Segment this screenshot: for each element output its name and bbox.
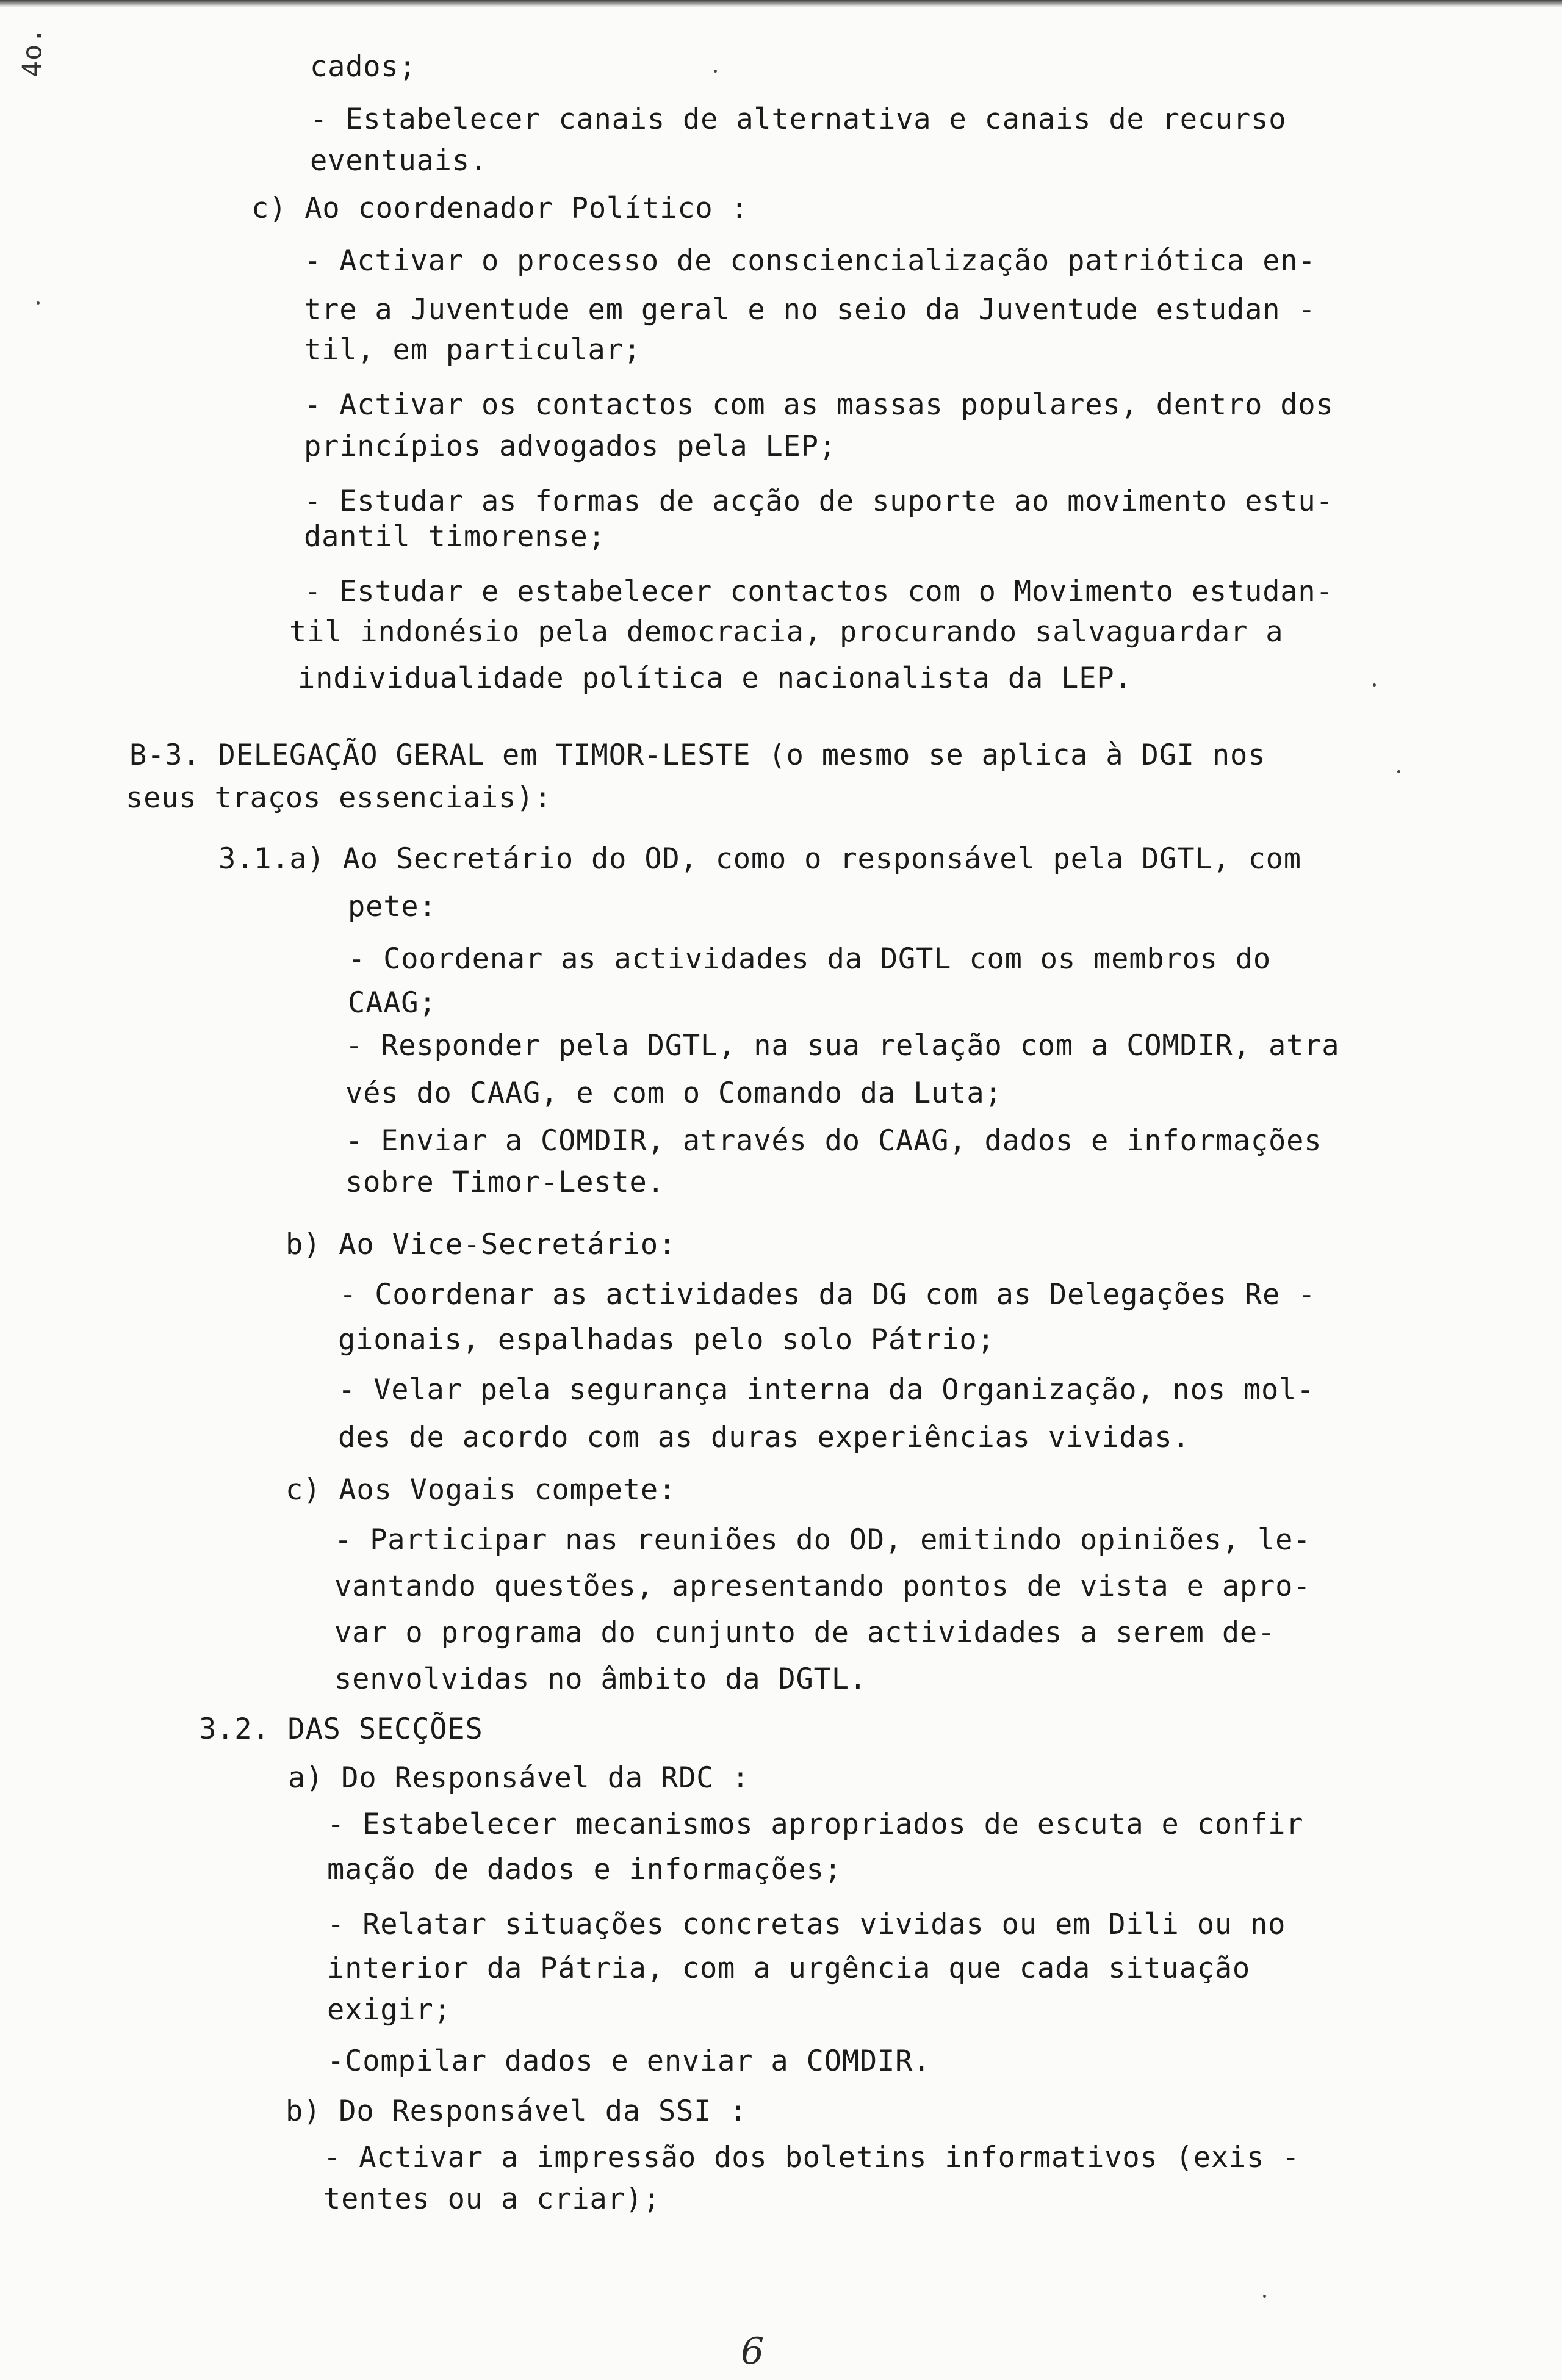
text-line-27: gionais, espalhadas pelo solo Pátrio;	[338, 1323, 995, 1357]
text-line-05: - Activar o processo de consciencialização patriótica en-	[304, 244, 1316, 278]
text-line-44: - Activar a impressão dos boletins informativos (exis -	[323, 2141, 1300, 2174]
text-line-18: pete:	[348, 890, 437, 923]
section-heading-b3: B-3. DELEGAÇÃO GERAL em TIMOR-LESTE (o mesmo se aplica à DGI nos	[129, 738, 1266, 772]
text-line-19: - Coordenar as actividades da DGTL com os membros do	[348, 942, 1272, 976]
text-line-22: vés do CAAG, e com o Comando da Luta;	[345, 1076, 1002, 1110]
text-line-13: til indonésio pela democracia, procurando salvaguardar a	[289, 615, 1284, 649]
scan-speck	[714, 70, 717, 73]
text-line-36: a) Do Responsável da RDC :	[288, 1761, 750, 1795]
text-line-38: mação de dados e informações;	[327, 1853, 842, 1886]
text-line-09: princípios advogados pela LEP;	[304, 430, 837, 463]
text-line-03: eventuais.	[310, 144, 488, 178]
text-line-08: - Activar os contactos com as massas populares, dentro dos	[304, 388, 1334, 422]
text-line-24: sobre Timor-Leste.	[345, 1166, 665, 1199]
text-line-39: - Relatar situações concretas vividas ou em Dili ou no	[327, 1908, 1286, 1941]
section-heading-3-2: 3.2. DAS SECÇÕES	[199, 1712, 483, 1746]
text-line-37: - Estabelecer mecanismos apropriados de escuta e confir	[327, 1808, 1304, 1841]
text-line-43: b) Do Responsável da SSI :	[286, 2094, 747, 2128]
scan-edge	[0, 0, 1562, 7]
scan-speck	[1373, 683, 1376, 687]
text-line-21: - Responder pela DGTL, na sua relação com a COMDIR, atra	[345, 1029, 1340, 1062]
scan-speck	[1263, 2295, 1266, 2298]
text-line-40: interior da Pátria, com a urgência que cada situação	[327, 1952, 1251, 1985]
text-line-14: individualidade política e nacionalista da LEP.	[298, 662, 1132, 695]
page-number: 6	[741, 2330, 765, 2373]
corner-note: 4o.	[16, 27, 48, 78]
text-line-23: - Enviar a COMDIR, através do CAAG, dados e informações	[345, 1124, 1322, 1158]
text-line-31: - Participar nas reuniões do OD, emitindo opiniões, le-	[334, 1523, 1311, 1557]
text-line-28: - Velar pela segurança interna da Organização, nos mol-	[338, 1373, 1315, 1407]
scan-speck	[37, 301, 40, 305]
text-line-20: CAAG;	[348, 986, 437, 1020]
text-line-33: var o programa do cunjunto de actividades a serem de-	[334, 1616, 1276, 1650]
text-line-25: b) Ao Vice-Secretário:	[286, 1228, 677, 1261]
text-line-26: - Coordenar as actividades da DG com as Delegações Re -	[339, 1278, 1316, 1311]
text-line-32: vantando questões, apresentando pontos de vista e apro-	[334, 1570, 1311, 1603]
text-line-01: cados;	[310, 50, 417, 84]
scan-speck	[1397, 770, 1400, 773]
text-line-10: - Estudar as formas de acção de suporte ao movimento estu-	[304, 485, 1334, 518]
text-line-34: senvolvidas no âmbito da DGTL.	[334, 1662, 867, 1696]
text-line-02: - Estabelecer canais de alternativa e canais de recurso	[310, 103, 1287, 136]
text-line-07: til, em particular;	[304, 333, 641, 367]
text-line-42: -Compilar dados e enviar a COMDIR.	[327, 2044, 931, 2078]
text-line-04: c) Ao coordenador Político :	[251, 192, 749, 225]
text-line-11: dantil timorense;	[304, 520, 606, 554]
text-line-06: tre a Juventude em geral e no seio da Juventude estudan -	[304, 293, 1316, 326]
text-line-12: - Estudar e estabelecer contactos com o Movimento estudan-	[304, 575, 1334, 608]
text-line-41: exigir;	[327, 1993, 452, 2027]
text-line-16: seus traços essenciais):	[126, 781, 552, 815]
text-line-45: tentes ou a criar);	[323, 2182, 661, 2216]
text-line-17: 3.1.a) Ao Secretário do OD, como o responsável pela DGTL, com	[218, 842, 1301, 876]
text-line-29: des de acordo com as duras experiências vividas.	[338, 1421, 1190, 1454]
text-line-30: c) Aos Vogais compete:	[286, 1473, 677, 1507]
